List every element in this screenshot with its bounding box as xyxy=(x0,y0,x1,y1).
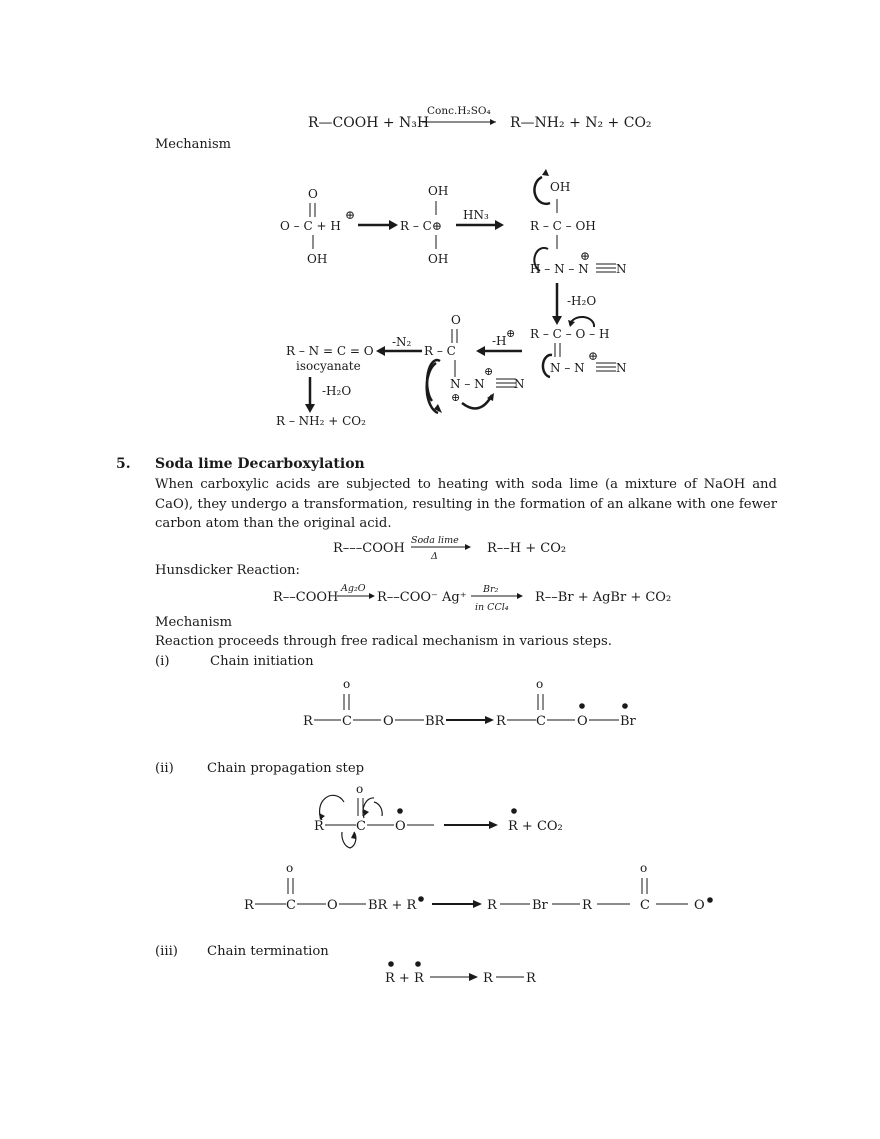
term-r2: R xyxy=(526,971,536,986)
term-r1: R xyxy=(483,971,493,986)
chain-initiation-diagram xyxy=(298,672,648,734)
init-o-top: o xyxy=(343,677,351,691)
s1-o-c-h: O – C + H xyxy=(280,219,341,233)
s3-oh: OH xyxy=(550,180,571,194)
step-i-label: Chain initiation xyxy=(210,654,314,669)
schmidt-mechanism-diagram xyxy=(270,165,670,435)
s1-o: O xyxy=(308,187,318,201)
init-br2: Br xyxy=(620,714,636,729)
eq3-cond2-top: Br₂ xyxy=(483,584,499,595)
section-title: Soda lime Decarboxylation xyxy=(155,456,365,472)
eq3-intermediate: R––COO⁻ Ag⁺ xyxy=(377,590,467,605)
prop2-br-r: BR + R xyxy=(368,898,417,913)
equation-schmidt xyxy=(300,100,670,140)
s1-plus: ⊕ xyxy=(345,208,356,222)
isocyanate-label: isocyanate xyxy=(296,359,361,373)
mechanism-label: Mechanism xyxy=(155,137,231,152)
eq2-products: R––H + CO₂ xyxy=(487,541,567,556)
init-o3: O xyxy=(577,714,588,729)
s3-r-c-oh: R – C – OH xyxy=(530,219,596,233)
chain-propagation-diagram-2 xyxy=(238,856,718,918)
s3-n-end: N xyxy=(616,262,627,276)
s4-r-c-o-h: R – C – O – H xyxy=(530,327,610,341)
prop2-o-top: o xyxy=(286,861,294,875)
prop2-c: C xyxy=(286,898,296,913)
s4-plus: ⊕ xyxy=(588,349,599,363)
prop2-o: O xyxy=(327,898,338,913)
eq3-cond2-bottom: in CCl₄ xyxy=(475,602,509,613)
mechanism-label-2: Mechanism xyxy=(155,615,233,630)
prop1-r: R xyxy=(314,819,324,834)
prop2-r3: R xyxy=(582,898,592,913)
eq3-reactant: R––COOH xyxy=(273,590,339,605)
eq2-condition-top: Soda lime xyxy=(411,535,459,546)
equation-soda-lime xyxy=(325,530,585,564)
minus-h-label: -H xyxy=(492,334,507,348)
prop2-o-top-2: o xyxy=(640,861,648,875)
step-i-number: (i) xyxy=(155,654,170,669)
minus-h-plus: ⊕ xyxy=(506,327,516,340)
prop1-o-top: o xyxy=(356,782,364,796)
equation-hunsdicker xyxy=(265,580,675,616)
init-c: C xyxy=(342,714,352,729)
s2-oh: OH xyxy=(428,184,449,198)
s5-n-n: N – N xyxy=(450,377,485,391)
chain-propagation-diagram-1 xyxy=(308,780,578,852)
step-ii-label: Chain propagation step xyxy=(207,761,365,776)
s5-n-end: N xyxy=(514,377,525,391)
step-iii-label: Chain termination xyxy=(207,944,329,959)
prop2-r: R xyxy=(244,898,254,913)
step-ii-number: (ii) xyxy=(155,761,174,776)
minus-n2-label: -N₂ xyxy=(392,335,412,349)
minus-h2o-label-2: -H₂O xyxy=(322,384,352,398)
init-o-top-2: o xyxy=(536,677,544,691)
init-r: R xyxy=(303,714,313,729)
init-o: O xyxy=(383,714,394,729)
step-iii-number: (iii) xyxy=(155,944,178,959)
chain-termination-diagram xyxy=(380,956,550,992)
section-number: 5. xyxy=(116,456,131,472)
hn3-label: HN₃ xyxy=(463,208,489,222)
prop1-product: R + CO₂ xyxy=(508,819,563,834)
s5-plus: ⊕ xyxy=(484,365,494,378)
minus-h2o-label: -H₂O xyxy=(567,294,597,308)
s5-o: O xyxy=(451,313,461,327)
init-c2: C xyxy=(536,714,546,729)
radical-mechanism-text: Reaction proceeds through free radical mechanism in various steps. xyxy=(155,634,612,649)
s2-r-c: R – C⊕ xyxy=(400,219,442,233)
final-product: R – NH₂ + CO₂ xyxy=(276,414,366,428)
s2-oh-bottom: OH xyxy=(428,252,449,266)
s1-oh: OH xyxy=(307,252,328,266)
prop2-r2: R xyxy=(487,898,497,913)
isocyanate-formula: R – N = C = O xyxy=(286,344,374,358)
s5-r-c: R – C xyxy=(424,344,456,358)
s3-h-n-n: H – N – N xyxy=(530,262,589,276)
prop1-c: C xyxy=(356,819,366,834)
s5-plus-bottom: ⊕ xyxy=(451,391,461,404)
prop2-br: Br xyxy=(532,898,548,913)
s3-plus: ⊕ xyxy=(580,249,591,263)
section-paragraph: When carboxylic acids are subjected to heating with soda lime (a mixture of NaOH and CaO), they undergo a transformation, resulting in the formation of an alkane with one fewer carbon atom than the original acid. xyxy=(155,477,777,531)
s4-n-end: N xyxy=(616,361,627,375)
hunsdicker-label: Hunsdicker Reaction: xyxy=(155,563,300,578)
eq3-cond1: Ag₂O xyxy=(341,583,366,594)
eq2-condition-bottom: Δ xyxy=(431,551,438,562)
eq1-products: R—NH₂ + N₂ + CO₂ xyxy=(510,115,652,131)
eq1-condition: Conc.H₂SO₄ xyxy=(427,105,491,117)
term-left: R + R xyxy=(385,971,424,986)
prop2-o3: O xyxy=(694,898,705,913)
eq2-reactant: R–––COOH xyxy=(333,541,405,556)
s4-n-n: N – N xyxy=(550,361,585,375)
init-r2: R xyxy=(496,714,506,729)
eq3-products: R––Br + AgBr + CO₂ xyxy=(535,590,672,605)
prop1-o: O xyxy=(395,819,406,834)
prop2-c2: C xyxy=(640,898,650,913)
eq1-reactants: R—COOH + N₃H xyxy=(308,115,430,131)
init-br: BR xyxy=(425,714,445,729)
